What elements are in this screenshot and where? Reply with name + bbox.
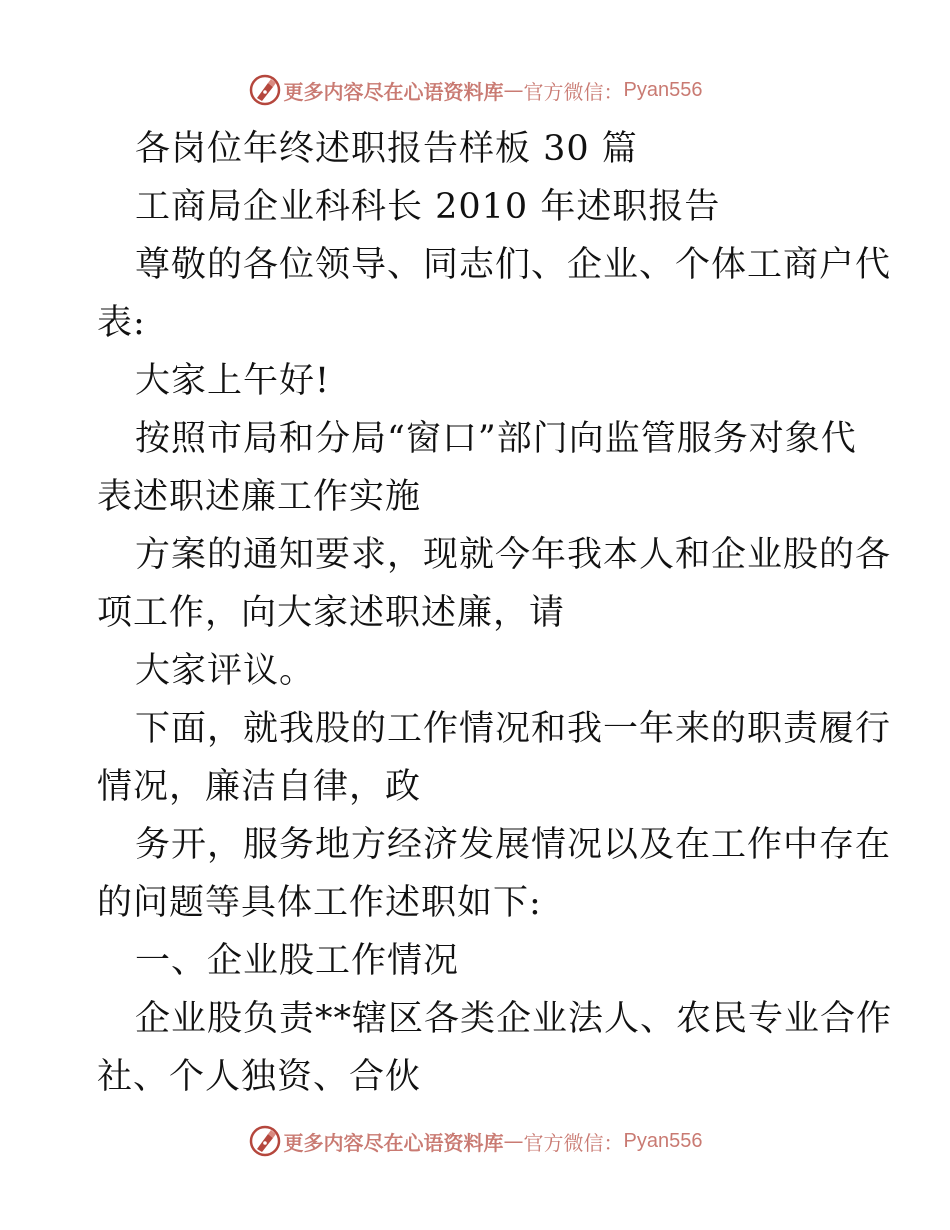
doc-line: 方案的通知要求，现就今年我本人和企业股的各 [135,535,892,575]
pen-nib-logo-icon [248,73,282,107]
doc-line: 大家评议。 [135,651,316,691]
doc-line: 表: [97,303,146,343]
doc-subtitle: 工商局企业科科长 2010 年述职报告 [135,187,721,227]
banner-wechat-label: 官方微信： [523,79,624,104]
banner-wechat-id: Pyan556 [623,1129,703,1152]
doc-line: 情况，廉洁自律，政 [97,767,422,807]
doc-line: 尊敬的各位领导、同志们、企业、个体工商户代 [135,245,892,285]
pen-nib-logo-icon [248,1124,282,1158]
doc-line: 企业股负责**辖区各类企业法人、农民专业合作 [135,999,893,1039]
doc-line: 的问题等具体工作述职如下: [97,883,542,923]
banner-brand-text: 更多内容尽在心语资料库 [283,1130,504,1155]
doc-line: 社、个人独资、合伙 [97,1057,422,1097]
doc-title: 各岗位年终述职报告样板 30 篇 [135,129,638,169]
banner-wechat-id: Pyan556 [623,78,703,101]
banner-separator: — [503,1129,524,1153]
doc-line: 务开，服务地方经济发展情况以及在工作中存在 [135,825,892,865]
banner-brand-text: 更多内容尽在心语资料库 [283,79,504,104]
doc-line: 项工作，向大家述职述廉，请 [97,593,566,633]
doc-line: 大家上午好! [135,361,331,401]
doc-line: 表述职述廉工作实施 [97,477,422,517]
header-banner [0,70,950,110]
doc-line: 下面，就我股的工作情况和我一年来的职责履行 [135,709,892,749]
banner-wechat-label: 官方微信： [523,1130,624,1155]
doc-line: 按照市局和分局“窗口”部门向监管服务对象代 [135,419,857,459]
banner-separator: — [503,78,524,102]
document-body [97,120,893,1106]
doc-section-heading: 一、企业股工作情况 [135,941,460,981]
footer-banner [0,1121,950,1161]
